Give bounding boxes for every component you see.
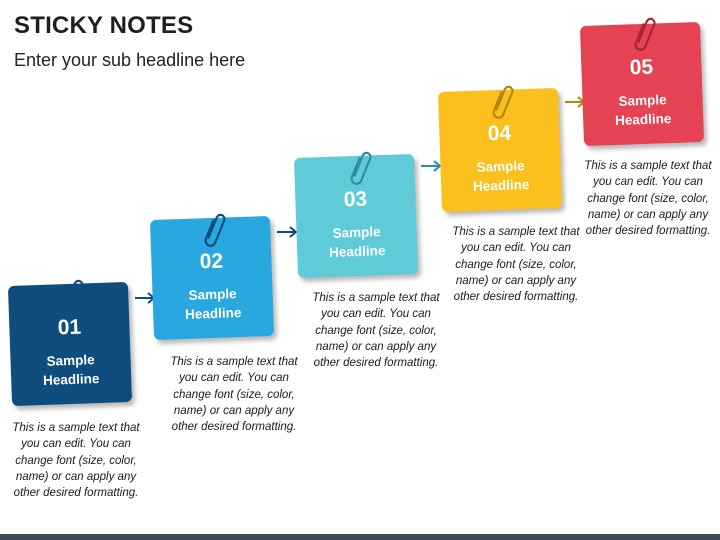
note-headline: Sample Headline — [184, 286, 242, 322]
note-number: 05 — [629, 55, 654, 80]
note-headline: Sample Headline — [614, 92, 672, 128]
note-headline: Sample Headline — [328, 224, 386, 260]
note-number: 01 — [57, 315, 82, 340]
note-headline: Sample Headline — [472, 158, 530, 194]
note-headline: Sample Headline — [42, 352, 100, 388]
note-number: 03 — [343, 187, 368, 212]
note-description: This is a sample text that you can edit. You can change font (size, color, name) or can apply any other desired formatting. — [312, 292, 440, 370]
note-number: 02 — [199, 249, 224, 274]
note-description: This is a sample text that you can edit. You can change font (size, color, name) or can apply any other desired formatting. — [170, 356, 298, 434]
note-number: 04 — [487, 121, 512, 146]
note-description: This is a sample text that you can edit. You can change font (size, color, name) or can apply any other desired formatting. — [452, 226, 580, 304]
arrow-right-icon — [420, 160, 442, 172]
note-description: This is a sample text that you can edit. You can change font (size, color, name) or can apply any other desired formatting. — [12, 422, 140, 500]
page-title: STICKY NOTES — [14, 12, 194, 39]
footer-bar — [0, 534, 720, 540]
note-description: This is a sample text that you can edit. You can change font (size, color, name) or can apply any other desired formatting. — [584, 160, 712, 238]
page-subtitle: Enter your sub headline here — [14, 50, 246, 70]
arrow-right-icon — [276, 226, 298, 238]
